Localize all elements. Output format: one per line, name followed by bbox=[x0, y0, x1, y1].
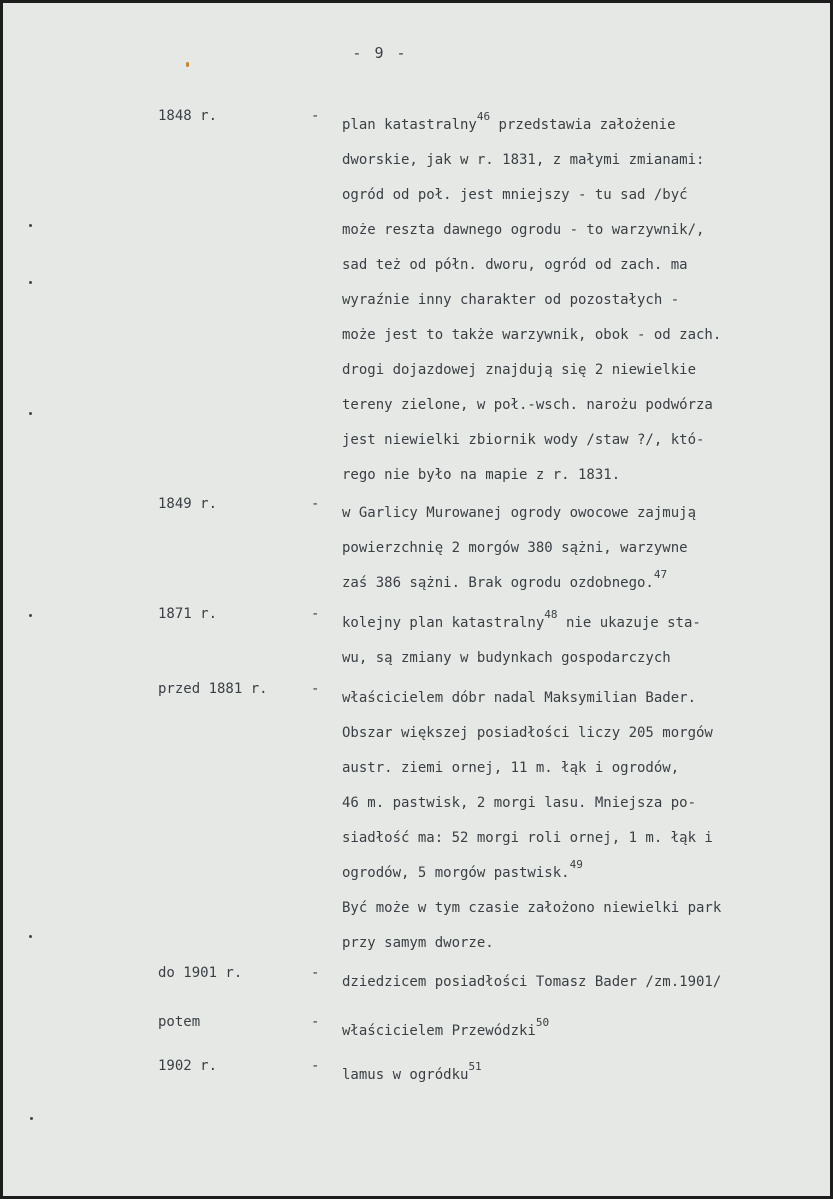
text-line bbox=[342, 926, 812, 961]
text-line bbox=[342, 891, 812, 926]
entry-date: potem bbox=[158, 1014, 201, 1030]
text-line bbox=[342, 248, 812, 283]
text-line bbox=[342, 178, 812, 213]
entry-text bbox=[342, 965, 812, 1000]
text-segment: austr. ziemi ornej, 11 m. łąk i ogrodów, bbox=[342, 760, 680, 776]
text-segment: jest niewielki zbiornik wody /staw ?/, któ- bbox=[342, 432, 705, 448]
entry-date: do 1901 r. bbox=[158, 965, 243, 981]
entry-text bbox=[342, 606, 812, 676]
text-line bbox=[342, 496, 812, 531]
text-line bbox=[342, 606, 812, 641]
text-segment: dworskie, jak w r. 1831, z małymi zmianami: bbox=[342, 152, 705, 168]
entry-dash: - bbox=[311, 108, 320, 124]
text-line bbox=[342, 108, 812, 143]
text-segment: plan katastralny bbox=[342, 117, 477, 133]
margin-dot bbox=[29, 935, 32, 938]
text-segment: ogród od poł. jest mniejszy - tu sad /być bbox=[342, 187, 688, 203]
entry-dash: - bbox=[311, 1014, 320, 1030]
text-segment: może jest to także warzywnik, obok - od zach. bbox=[342, 327, 722, 343]
text-line bbox=[342, 458, 812, 493]
text-line bbox=[342, 821, 812, 856]
text-line bbox=[342, 388, 812, 423]
margin-dot bbox=[29, 614, 32, 617]
text-segment: 46 m. pastwisk, 2 morgi lasu. Mniejsza po- bbox=[342, 795, 697, 811]
entry-text bbox=[342, 1014, 812, 1049]
margin-dot bbox=[29, 224, 32, 227]
text-segment: Być może w tym czasie założono niewielki park bbox=[342, 900, 722, 916]
entry-dash: - bbox=[311, 681, 320, 697]
text-segment: wu, są zmiany w budynkach gospodarczych bbox=[342, 650, 671, 666]
text-segment: drogi dojazdowej znajdują się 2 niewielkie bbox=[342, 362, 697, 378]
text-segment: Obszar większej posiadłości liczy 205 morgów bbox=[342, 725, 713, 741]
text-line bbox=[342, 681, 812, 716]
entry-dash: - bbox=[311, 965, 320, 981]
text-segment: ogrodów, 5 morgów pastwisk. bbox=[342, 865, 570, 881]
entry-text bbox=[342, 1058, 812, 1093]
text-line bbox=[342, 283, 812, 318]
entry-text bbox=[342, 681, 812, 961]
margin-dot bbox=[29, 281, 32, 284]
footnote-ref: 49 bbox=[569, 858, 583, 871]
page-number: - 9 - bbox=[352, 44, 408, 62]
entry-dash: - bbox=[311, 606, 320, 622]
text-segment: przedstawia założenie bbox=[490, 117, 676, 133]
text-segment: w Garlicy Murowanej ogrody owocowe zajmują bbox=[342, 505, 697, 521]
entry-text bbox=[342, 108, 812, 493]
text-line bbox=[342, 213, 812, 248]
text-segment: wyraźnie inny charakter od pozostałych - bbox=[342, 292, 680, 308]
entry-date: 1902 r. bbox=[158, 1058, 218, 1074]
text-line bbox=[342, 143, 812, 178]
text-segment: kolejny plan katastralny bbox=[342, 615, 545, 631]
text-segment: właścicielem Przewódzki bbox=[342, 1023, 536, 1039]
entry-date: 1849 r. bbox=[158, 496, 218, 512]
text-segment: sad też od półn. dworu, ogród od zach. ma bbox=[342, 257, 688, 273]
text-line bbox=[342, 353, 812, 388]
text-segment: dziedzicem posiadłości Tomasz Bader /zm.1901/ bbox=[342, 974, 722, 990]
text-line bbox=[342, 566, 812, 601]
text-line bbox=[342, 641, 812, 676]
text-line bbox=[342, 1014, 812, 1049]
footnote-ref: 51 bbox=[468, 1060, 482, 1073]
text-line bbox=[342, 423, 812, 458]
text-line bbox=[342, 965, 812, 1000]
text-line bbox=[342, 531, 812, 566]
footnote-ref: 47 bbox=[653, 568, 668, 581]
margin-dot bbox=[30, 1117, 33, 1120]
entry-dash: - bbox=[311, 1058, 320, 1074]
text-line bbox=[342, 716, 812, 751]
margin-dot bbox=[29, 412, 32, 415]
text-segment: nie ukazuje sta- bbox=[557, 615, 701, 631]
footnote-ref: 48 bbox=[544, 608, 558, 621]
text-segment: może reszta dawnego ogrodu - to warzywnik/, bbox=[342, 222, 705, 238]
entry-date: 1871 r. bbox=[158, 606, 218, 622]
text-segment: lamus w ogródku bbox=[342, 1067, 469, 1083]
text-segment: zaś 386 sążni. Brak ogrodu ozdobnego. bbox=[342, 575, 654, 591]
footnote-ref: 50 bbox=[535, 1016, 550, 1029]
text-segment: tereny zielone, w poł.-wsch. narożu podwórza bbox=[342, 397, 713, 413]
text-segment: siadłość ma: 52 morgi roli ornej, 1 m. łąk i bbox=[342, 830, 713, 846]
entry-text bbox=[342, 496, 812, 601]
text-line bbox=[342, 318, 812, 353]
entry-dash: - bbox=[311, 496, 320, 512]
text-line bbox=[342, 751, 812, 786]
text-segment: przy samym dworze. bbox=[342, 935, 494, 951]
entry-date: 1848 r. bbox=[158, 108, 218, 124]
entry-date: przed 1881 r. bbox=[158, 681, 268, 697]
text-segment: powierzchnię 2 morgów 380 sążni, warzywne bbox=[342, 540, 688, 556]
footnote-ref: 46 bbox=[476, 110, 491, 123]
text-line bbox=[342, 856, 812, 891]
margin-stain bbox=[186, 62, 189, 67]
text-line bbox=[342, 1058, 812, 1093]
text-segment: rego nie było na mapie z r. 1831. bbox=[342, 467, 621, 483]
text-line bbox=[342, 786, 812, 821]
text-segment: właścicielem dóbr nadal Maksymilian Bader. bbox=[342, 690, 697, 706]
